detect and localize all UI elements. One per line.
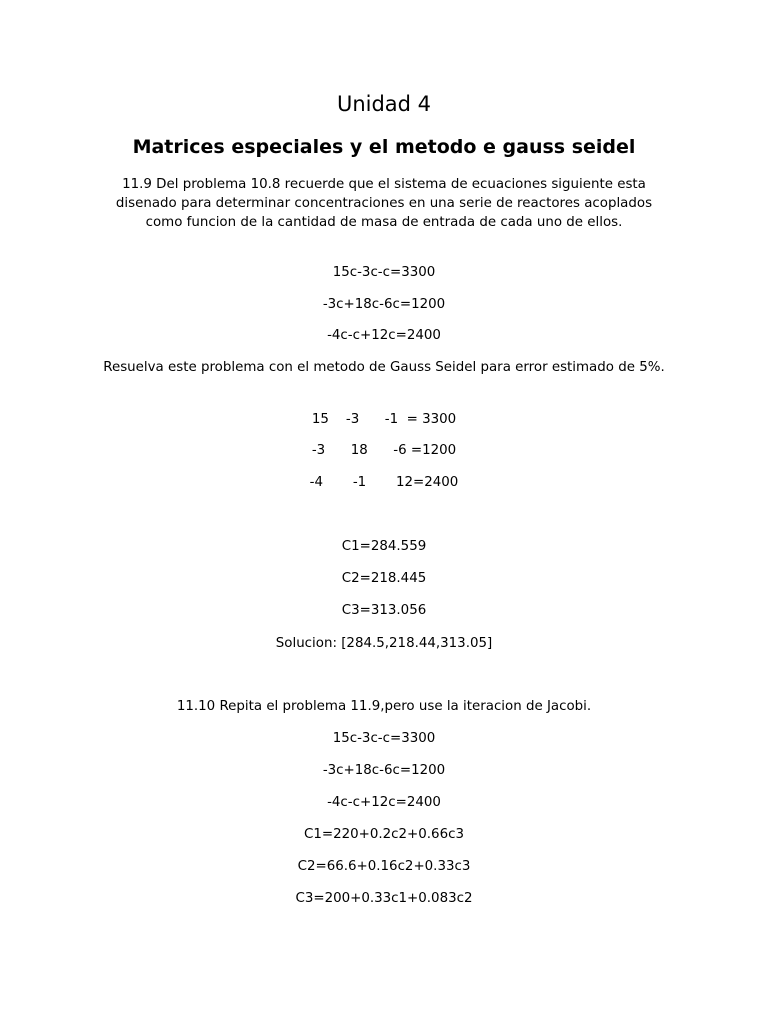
jacobi-iteration-c3: C3=200+0.33c1+0.083c2 — [295, 891, 473, 906]
jacobi-equation-2: -3c+18c-6c=1200 — [322, 763, 446, 778]
matrix-row-2: -3 18 -6 =1200 — [311, 443, 457, 458]
jacobi-equation-3: -4c-c+12c=2400 — [327, 795, 441, 810]
jacobi-iteration-c1: C1=220+0.2c2+0.66c3 — [304, 827, 464, 842]
result-c1: C1=284.559 — [341, 539, 427, 554]
problem-11-9-instruction: Resuelva este problema con el metodo de Gauss Seidel para error estimado de 5%. — [103, 360, 665, 375]
matrix-row-3: -4 -1 12=2400 — [309, 475, 459, 490]
problem-11-9-statement: 11.9 Del problema 10.8 recuerde que el sistema de ecuaciones siguiente esta disenado para determinar concentraciones en una serie de reactores acoplados como funcion de la cantidad de masa de entrada de cada uno de ellos. — [115, 177, 653, 230]
result-c2: C2=218.445 — [341, 571, 427, 586]
solution-line: Solucion: [284.5,218.44,313.05] — [275, 636, 493, 651]
section-title: Matrices especiales y el metodo e gauss seidel — [132, 136, 636, 158]
page-title: Unidad 4 — [336, 92, 432, 116]
equation-3: -4c-c+12c=2400 — [327, 328, 441, 343]
equation-1: 15c-3c-c=3300 — [332, 265, 436, 280]
jacobi-iteration-c2: C2=66.6+0.16c2+0.33c3 — [297, 859, 471, 874]
matrix-row-1: 15 -3 -1 = 3300 — [311, 412, 457, 427]
jacobi-equation-1: 15c-3c-c=3300 — [332, 731, 436, 746]
problem-11-10-statement: 11.10 Repita el problema 11.9,pero use la iteracion de Jacobi. — [176, 699, 592, 714]
equation-2: -3c+18c-6c=1200 — [322, 297, 446, 312]
result-c3: C3=313.056 — [341, 603, 427, 618]
